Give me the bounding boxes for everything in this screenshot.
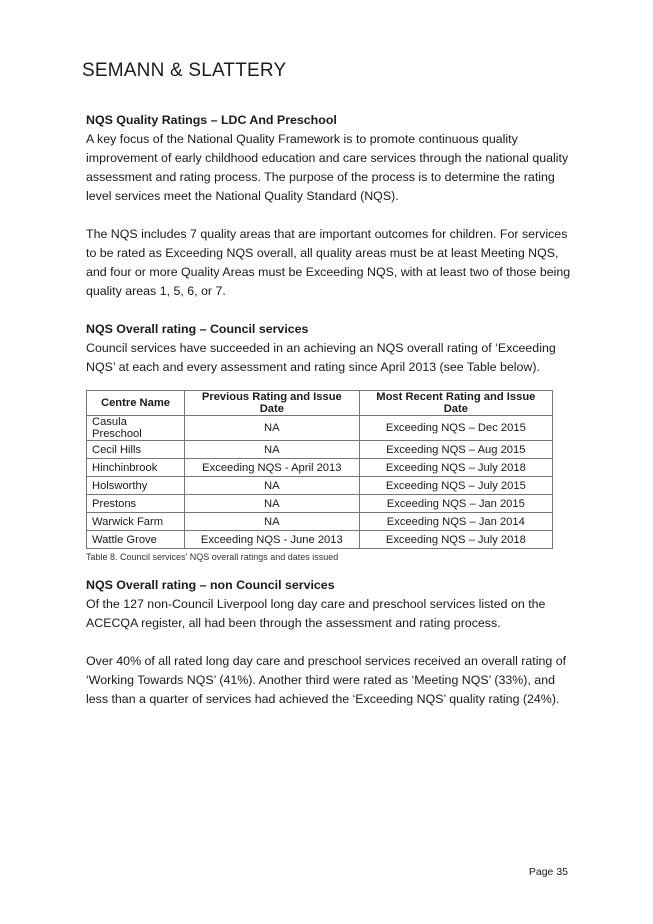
paragraph: Of the 127 non-Council Liverpool long day care and preschool services listed on the ACECQA register, all had been through the assessment and rating process. bbox=[86, 597, 546, 630]
column-header: Centre Name bbox=[87, 391, 185, 416]
table-row bbox=[87, 459, 553, 477]
section-heading-council: NQS Overall rating – Council services bbox=[86, 322, 309, 336]
column-header: Previous Rating and Issue Date bbox=[184, 391, 359, 416]
document-body bbox=[86, 111, 576, 709]
table-cell: Casula Preschool bbox=[87, 416, 185, 441]
table-row bbox=[87, 495, 553, 513]
section-heading-noncouncil: NQS Overall rating – non Council services bbox=[86, 578, 335, 592]
table-row bbox=[87, 416, 553, 441]
table-cell: Exceeding NQS - June 2013 bbox=[184, 531, 359, 549]
table-cell: NA bbox=[184, 441, 359, 459]
table-cell: Exceeding NQS – July 2015 bbox=[359, 477, 552, 495]
table-cell: Holsworthy bbox=[87, 477, 185, 495]
table-cell: Exceeding NQS – Jan 2015 bbox=[359, 495, 552, 513]
table-cell: Exceeding NQS - April 2013 bbox=[184, 459, 359, 477]
table-header-row bbox=[87, 391, 553, 416]
ratings-table bbox=[86, 390, 553, 549]
paragraph: Council services have succeeded in an achieving an NQS overall rating of ‘Exceeding NQS’ at each and every assessment and rating since April 2013 (see Table below). bbox=[86, 341, 556, 374]
section-heading-quality: NQS Quality Ratings – LDC And Preschool bbox=[86, 113, 337, 127]
table-cell: NA bbox=[184, 416, 359, 441]
column-header: Most Recent Rating and Issue Date bbox=[359, 391, 552, 416]
table-cell: Exceeding NQS – July 2018 bbox=[359, 531, 552, 549]
table-cell: Cecil Hills bbox=[87, 441, 185, 459]
table-cell: Exceeding NQS – Jan 2014 bbox=[359, 513, 552, 531]
table-cell: Exceeding NQS – Aug 2015 bbox=[359, 441, 552, 459]
table-cell: Prestons bbox=[87, 495, 185, 513]
table-row bbox=[87, 441, 553, 459]
paragraph: The NQS includes 7 quality areas that are important outcomes for children. For services to be rated as Exceeding NQS overall, all quality areas must be at least Meeting NQS, and four or more Quality Areas must be Exceeding NQS, with at least two of those being quality areas 1, 5, 6, or 7. bbox=[86, 227, 571, 298]
table-cell: Exceeding NQS – Dec 2015 bbox=[359, 416, 552, 441]
company-logo: SEMANN & SLATTERY bbox=[82, 60, 287, 81]
table-cell: Hinchinbrook bbox=[87, 459, 185, 477]
table-cell: Wattle Grove bbox=[87, 531, 185, 549]
table-caption: Table 8. Council services’ NQS overall ratings and dates issued bbox=[86, 552, 339, 562]
page-number: Page 35 bbox=[528, 866, 568, 878]
table-cell: Exceeding NQS – July 2018 bbox=[359, 459, 552, 477]
table-cell: NA bbox=[184, 495, 359, 513]
table-cell: NA bbox=[184, 477, 359, 495]
paragraph: Over 40% of all rated long day care and preschool services received an overall rating of ‘Working Towards NQS’ (41%). Another third were rated as ‘Meeting NQS’ (33%), and less than a quarter of services had achieved the ‘Exceeding NQS’ quality rating (24%). bbox=[86, 654, 567, 706]
table-cell: NA bbox=[184, 513, 359, 531]
table-cell: Warwick Farm bbox=[87, 513, 185, 531]
table-row bbox=[87, 477, 553, 495]
paragraph: A key focus of the National Quality Framework is to promote continuous quality improvement of early childhood education and care services through the national quality assessment and rating process. The purpose of the process is to determine the rating level services meet the National Quality Standard (NQS). bbox=[86, 132, 569, 203]
table-row bbox=[87, 513, 553, 531]
table-row bbox=[87, 531, 553, 549]
